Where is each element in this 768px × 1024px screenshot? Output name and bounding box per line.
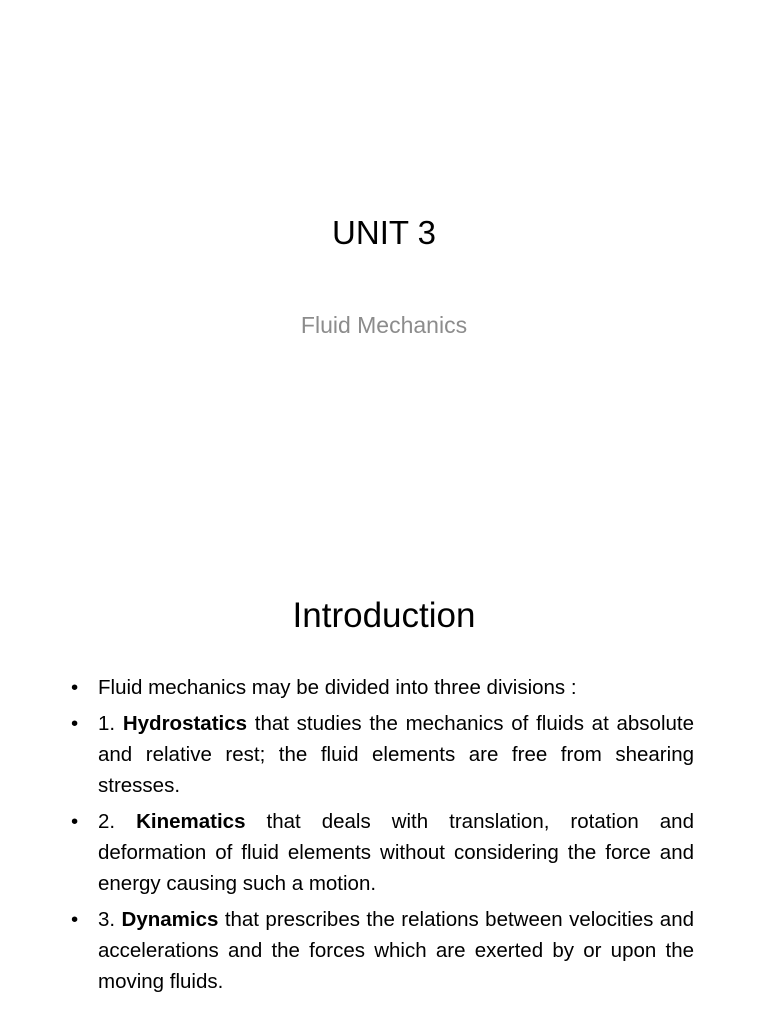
bullet-kinematics-text: that deals with translation, rotation and deformation of fluid elements without considering the force and energy causing such a motion. — [98, 810, 694, 895]
introduction-heading: Introduction — [292, 596, 476, 635]
introduction-slide — [0, 576, 768, 1024]
bullet-kinematics-number: 2. — [98, 810, 116, 833]
unit-subtitle: Fluid Mechanics — [300, 312, 468, 338]
bullet-hydrostatics-term: Hydrostatics — [122, 712, 248, 735]
bullet-dynamics-number: 3. — [98, 908, 116, 931]
bullet-overview — [98, 672, 694, 703]
bullet-kinematics-term: Kinematics — [136, 810, 246, 833]
bullet-dynamics-term: Dynamics — [121, 908, 219, 931]
bullet-hydrostatics-number: 1. — [98, 712, 116, 735]
unit-title: UNIT 3 — [332, 214, 436, 251]
bullet-dynamics — [98, 904, 694, 997]
bullet-hydrostatics — [98, 708, 694, 801]
bullet-kinematics — [98, 806, 694, 899]
divisions-bullet-list — [98, 672, 694, 1002]
bullet-dynamics-text: that prescribes the relations between velocities and accelerations and the forces which are exerted by or upon the moving fluids. — [98, 908, 695, 993]
bullet-overview-text: Fluid mechanics may be divided into three divisions : — [98, 676, 577, 699]
bullet-hydrostatics-text: that studies the mechanics of fluids at absolute and relative rest; the fluid elements are free from shearing stresses. — [98, 712, 695, 797]
